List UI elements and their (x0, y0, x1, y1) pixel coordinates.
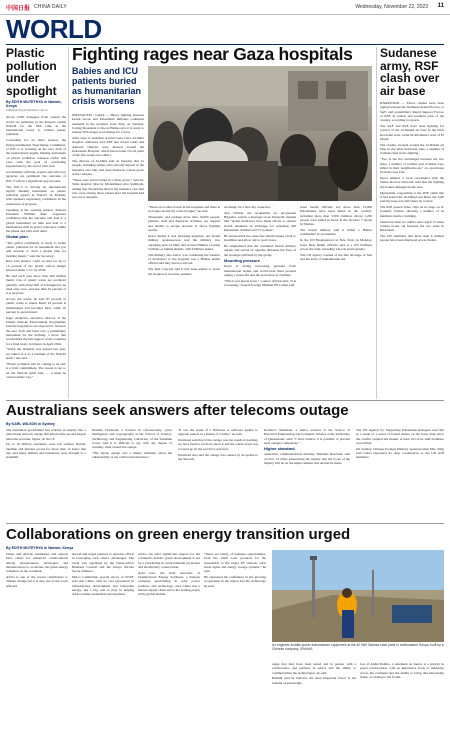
paragraph: abroad and urged partners to increase efforts in leveraging each other's advantages. The event was organized by the China-Africa Business Council and the Kenya Private Sector Alliance. (72, 552, 134, 574)
paragraph: "Two is the fire exchanged between the two sides, a number of soldiers and civilians were killed in their neighborhoods," an eyewitness from the area said. (380, 157, 444, 175)
left-story (6, 47, 66, 381)
paragraph: "The global community is ready to tackle plastic pollution for an instrument that you will develop to chart a global plan for tackling plastic," said the Secretary. (6, 240, 66, 258)
paragraph: About 2,000 delegates from around the world are gathering in the Kenyan capital Nairobi for the fifth talks in the international treaty to combat plastic pollution. (6, 115, 66, 137)
paragraph: Ruto said plastics could account for up to 15 percent of the global carbon budget allowed under 1.5 C by 2050. (6, 259, 66, 273)
paragraph: Rashidi said he believes the most important factor is the transfer of knowledge. (272, 676, 356, 685)
bottom-headline: Collaborations on green energy transition urged (6, 526, 351, 543)
publication-name: CHINA DAILY (34, 4, 67, 10)
paragraph: Africa is one of the lowest contributors to climate change but it is also one of the worst affected. (6, 575, 68, 588)
paragraph: The UN estimates that more than 6 million people have been displaced across Sudan. (380, 234, 444, 243)
left-subhead: Global plan (6, 234, 28, 240)
paragraph: The UN Agency for Supporting Palestinian Refugees said that as a result of a series of Israeli strikes on the Gaza Strip since the conflict erupted last month, at least 103 of its staff members were killed. (356, 428, 444, 445)
middle-col-3 (178, 428, 258, 463)
paragraph: Lee of Abdul Ramba, a statement on Kenya is a priority in green collaboration, with an impressive stock of industries across the continent and the ability to bring that knowledge home, according to the forum. (360, 662, 444, 679)
paragraph: JERUSALEM / GAZA — Heavy fighting between Israeli forces and Palestinian militants continued unabated in the northern Gaza Strip on Tuesday, forcing thousands to flee as Hamas says it is ready to release 50 hostages in exchange for a truce. (72, 113, 144, 135)
paragraph: On Sunday, Chinese Foreign Ministry spokeswoman Mao Ning said China expressed its deep condolences to the UN staff members. (356, 446, 444, 460)
bottom-col-5 (272, 662, 356, 687)
paragraph: The Israeli military said it killed a Hamas commander in an airstrike. (300, 228, 372, 237)
middle-col-5 (356, 428, 444, 461)
page-number: 11 (437, 3, 444, 9)
paragraph: Government officials, experts and advocacy agencies are optimistic the outcome of INC-3 will be a significant step forward. (6, 170, 66, 183)
paragraph: The SAF and RSF have been fighting for control of the Al-Nuhud air base in the West Kordofan state, some 60 kilometers west of El Obeid. (380, 124, 444, 141)
paragraph: "When the mandate was passed last year, we talked of it as a triumph of the Nairobi spirit," she said. (6, 347, 66, 361)
center-subhead: Mounting pressure (224, 258, 261, 264)
left-byline-email: edithmutethya@chinadaily.com.cn (6, 108, 48, 112)
bottom-byline: By EDITH MUTETHYA in Nairobi, Kenya (6, 546, 74, 550)
paragraph: Israel denied it was attacking hospitals. An Israeli military spokesperson said the military was operating near Al-Shifa and accused Hamas of using civilians as human shields, which Hamas denies. (148, 233, 220, 251)
left-headline: Plastic pollution under spotlight (6, 46, 57, 98)
story-divider (6, 400, 444, 401)
paragraph: Marco Lambertini, special envoy of WWF, said that China, with its vast experience in infrastructure development and renewable energy, has a big role to play in helping Africa realize sustainable development. (72, 575, 134, 597)
right-headline: Sudanese army, RSF clash over air base (380, 46, 440, 98)
center-headline: Fighting rages near Gaza hospitals (72, 44, 353, 64)
paragraph: "There are plenty of business opportunities, from the small solar products for the households to the larger PV stations, solar street lights and energy storage systems," he said. (204, 552, 266, 574)
paragraph: Domain Dormond, a lecturer in cybersecurity, cyber intelligence and cryptography at the School of Science, Technology and Engineering, University of the Sunshine Coast, said it is difficult to say with any degree of certainty what caused the outage. (92, 428, 172, 450)
paragraph: Dawa Ahmed, a local coordinator with the Sudan Doctors Network, said that the fighting left homes damaged in the area. (380, 176, 444, 189)
middle-headline: Australians seek answers after telecoms outage (6, 402, 349, 419)
paragraph: He said each year more than 400 million metric tons of plastic waste are produced globally, with about half of it designed to be used only once, and less than 10 percent of it is recycled. (6, 273, 66, 296)
middle-col-2 (92, 428, 172, 461)
paragraph: exchange for a five-day cease-fire. (224, 205, 271, 209)
bottom-col-4 (204, 552, 266, 590)
paragraph: China and African businesses and experts have called for enhanced collaborations among entrepreneurs, developers and manufacturers to accelerate the green energy transition on the continent. (6, 552, 68, 574)
paragraph: He stressed that the cease-fire should ensure a halt to hostilities and allow aid to reach Gaza. (224, 233, 296, 243)
middle-col-4 (264, 428, 350, 467)
paragraph: Up to 10 million customers were left without mobile, landline and internet access for more than 12 hours that day, and many utilities and businesses were brought to a standstill. (6, 442, 86, 460)
left-body (6, 115, 66, 379)
center-col-3 (224, 205, 296, 289)
bottom-col-3 (138, 552, 200, 598)
paragraph: Aoki Guo, the chief executive of Chemicalcare Energy Solutions, a Kenyan company specializing in solar power products and technology, said China has a mature supply chain and is the leading player in the global market. (138, 570, 200, 597)
section-title: WORLD (6, 14, 102, 44)
bottom-col-6 (360, 662, 444, 681)
solar-photo-image (272, 550, 444, 642)
paragraph: Thousands, and perhaps more than 10,000 people, patients, staff and displaced civilians, are trapped and unable to escape because of fierce fighting nearby. (148, 215, 220, 233)
paragraph: In the UN Headquarters in New York on Monday, Gaza Strip health officials said at a UN facilities across the strip, including schools and hospitals. (300, 238, 372, 251)
paragraph: Speaking at the opening session, Kenyan President William Ruto expressed confidence that the outcome will lead to a global instrument on time and lead to a harmonized shift in policy relevance within the planet and with each other. (6, 207, 66, 234)
paragraph: Africa can offer significant support for the continent's holistic green development if led by a prioritizing its environmental protection and biodiversity conservation. (138, 552, 200, 569)
paragraph: The RSF posted video clips on its page on X, formerly Twitter, showing a number of its members inside a building. (380, 205, 444, 218)
solar-photo-caption: An engineer installs power transmission equipment at the 40 MW Garissa solar plant in northeastern Kenya, built by a Chinese company. XINHUA (272, 643, 444, 651)
story-divider (6, 523, 444, 524)
paragraph: "These are bodies frozen in the hospitals and there is no longer electricity at the morgue," he said. (148, 205, 220, 214)
paragraph: Sudan has been in conflict since April 15 when clashes broke out between the two sides in Khartoum. (380, 219, 444, 233)
column-divider (68, 47, 69, 399)
paragraph: The clashes focused around the Al-Nuhud air base in the West Kordofan state, a number of civilians died in the fighting. (380, 142, 444, 156)
paragraph: The UN agency warned of the dire shortage of fuel and the entry of humanitarian aid. (300, 252, 372, 262)
paragraph: Abu Obaida, the spokesman for Al-Qassam Brigades, said in a message on its Telegram channel that "Qatari mediators have made efforts to release Israeli detainees in exchange for releasing 200 Palestinian children and 75 women". (224, 210, 296, 233)
bottom-col-1 (6, 552, 68, 590)
paragraph: He emphasized that the continued Israeli military assault and arrival of supplies threatens the lives of the hostages still held by the group. (224, 244, 296, 257)
paragraph: Dormond said that if the outage was the result of hacking, we have heard a lot more about it and the whole event was covered up by the service's operators. (178, 438, 258, 451)
solar-plant-photo (272, 550, 444, 642)
paragraph: Gaza health officials say more than 13,000 Palestinians have been killed in the conflict, including more than 5,500 children. About 1,200 people were killed in Israel in the October 7 attack by Hamas. (300, 205, 372, 227)
paragraph: Israel is facing increasing pressure from international bodies and world-wide mass protests urging a cease-fire and the protection of civilians. (224, 264, 296, 277)
paragraph: Convening for its third session, the Intergovernmental Negotiating Committee, or INC-3, is focusing on the zero draft of the international legally binding instrument on plastic pollution, released earlier this year, with the goal of concluding negotiations by the end of next year. (6, 138, 66, 169)
paragraph: The INC-3 is driving an international legally binding instrument on plastic pollution agreed in Nairobi on Monday with speakers expressing confidence in the realization of progress. (6, 184, 66, 206)
center-col-1 (72, 113, 144, 201)
paragraph: The Red Crescent said it had been unable to reach the hospital to evacuate patients. (148, 267, 220, 276)
right-body (380, 101, 444, 243)
paragraph: The military also said it was continuing the transfer of incubators to the hospital, but a Hamas health official said they had not arrived. (148, 252, 220, 266)
right-story (380, 47, 444, 244)
issue-date: Wednesday, November 22, 2023 (355, 4, 428, 10)
paragraph: "The Optus outage was a timely reminder about the vulnerability of our critical infrastructure." (92, 451, 172, 460)
paragraph: The director of Al-Shifa said on Tuesday that 31 people, including babies and critically injured in the intensive care unit, had been buried in a mass grave at the complex. (72, 159, 144, 177)
masthead (0, 0, 450, 15)
paragraph: The Australian government has ordered an inquiry into a nationwide network outage that affected the second-largest telecoms provider, Optus, on Nov 8. (6, 428, 86, 441)
center-col-2 (148, 205, 220, 277)
paragraph: "It was the result of a firmware or software update to upgrade routers as a matter of routine," he said. (178, 428, 258, 437)
middle-subhead: Higher standard (264, 446, 295, 452)
column-divider (376, 47, 377, 399)
center-col-4 (300, 205, 372, 263)
paragraph: Komarov Rahaman, a senior lecturer at the School of Electrical Engineering and Computer Science at the University of Queensland, said: "I don't believe it is possible to prevent such outages completely." (264, 428, 350, 445)
paragraph: Meanwhile, responding to the RSF claim that it had seized the Al-Nuhud Air Base, the SAF said the base was still under its control. (380, 190, 444, 204)
paragraph: After days of airstrikes around Gaza City's Al-Shifa hospital, witnesses told AFP that Israeli tanks and armored vehicles were massed around the Indonesian Hospital, which has become a focal point of the five-week-old conflict. (72, 136, 144, 158)
gaza-hospital-photo (148, 66, 372, 201)
paragraph: "This is not just in Gaza," a senior official said, "it is worsening," Israeli Foreign Minister Eli Cohen said. (224, 278, 296, 288)
middle-byline: By KARL WILSON in Sydney (6, 422, 55, 426)
paragraph: range that they have been tested and in partner with a collaborative and partners in Africa and the ability to commercialize the technologies, he said. (272, 662, 356, 675)
center-deck: Babies and ICU patients buried as humanitarian crisis worsens (72, 66, 142, 106)
paragraph: Inger Andersen, executive director of the United Nations Environment Programme, said the negotiators are expected to advance the zero draft and hand over a preliminary instrument for the drafting, a move that would mark the full support of the countries for a final treaty in Ottawa in April 2024. (6, 315, 66, 346)
paragraph: Australia's communications minister, Michelle Rowland, said on Nov 14 while announcing the inquiry that the focus of the inquiry will be on the improvements that should be made. (264, 452, 350, 466)
middle-col-1 (6, 428, 86, 461)
gaza-photo-image (148, 66, 372, 201)
paragraph: He expressed his confidence in the growing cooperation in the region and the technology he said. (204, 575, 266, 588)
paragraph: Across the world, he said 87 percent of plastic waste is found. Kind, 22 percent is mismanaged and becomes litter, while 19 percent is open burned. (6, 297, 66, 314)
bottom-col-2 (72, 552, 134, 598)
paragraph: Dormond also said the outage was caused by an update to the network. (178, 452, 258, 461)
paragraph: KHARTOUM — Fierce clashes have been raging between the Sudanese Armed Forces, or SAF, and paramilitary Rapid Support Forces, or RSF, in central and southern parts of the country, according to reports. (380, 101, 444, 123)
paragraph: "Plastic pollution will be coming to an end, is a bold commitment. The lesson is not to let the Nairobi spirit fade — it must be carried all the way." (6, 361, 66, 379)
left-byline: By EDITH MUTETHYA in Nairobi, Kenya (6, 100, 62, 108)
paragraph: "There were seven babies in a mass grave," said Al-Shifa hospital director Mohammed Abu Salmiyah, adding that 29 patients died in the intensive care unit who were among those buried after the hospital had run out of supplies. (72, 177, 144, 200)
newspaper-logo: 中国日报 (6, 6, 31, 12)
